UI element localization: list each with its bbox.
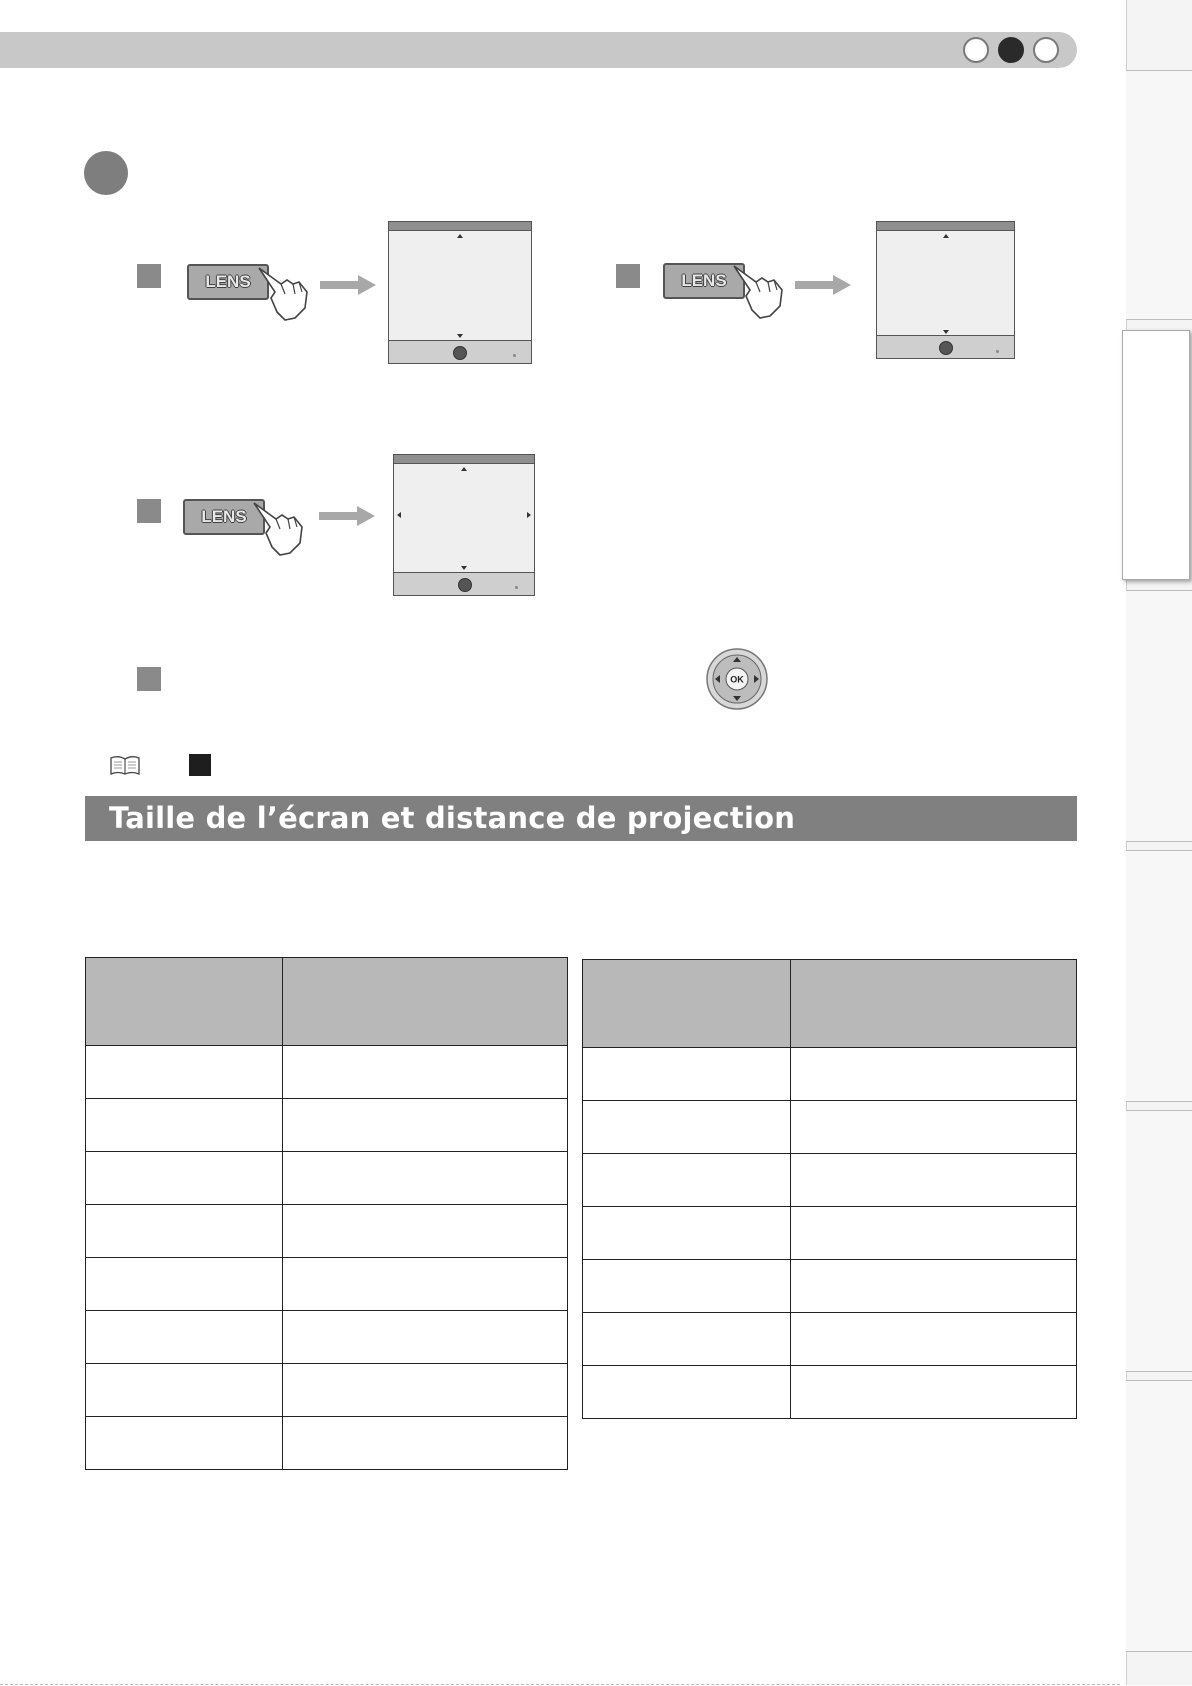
- menu-screen-title-bar: [394, 455, 534, 464]
- pointing-hand-icon: [255, 262, 315, 322]
- table-row: [583, 1260, 1077, 1313]
- table-cell: [86, 1364, 283, 1417]
- table-row: [583, 1313, 1077, 1366]
- table-cell: [583, 1154, 791, 1207]
- right-arrow-icon: [320, 275, 376, 295]
- table-cell: [282, 1417, 567, 1470]
- step-square-2: [616, 264, 640, 288]
- table-row: [583, 1154, 1077, 1207]
- indicator-dot-icon: [513, 354, 516, 357]
- table-cell: [86, 1417, 283, 1470]
- left-arrow-icon: [397, 512, 401, 518]
- down-arrow-icon: [457, 334, 463, 338]
- table-cell: [282, 1099, 567, 1152]
- step-square-3: [137, 499, 161, 523]
- dial-icon: [458, 578, 472, 592]
- table-row: [86, 1311, 568, 1364]
- page-indicator-dot-3: [1033, 37, 1059, 63]
- step-square-1: [137, 264, 161, 288]
- table-cell: [282, 1205, 567, 1258]
- table-cell: [583, 1207, 791, 1260]
- up-arrow-icon: [457, 234, 463, 238]
- section-heading-bar: [85, 796, 1077, 841]
- down-arrow-icon: [943, 330, 949, 334]
- table-row: [86, 1046, 568, 1099]
- table-row: [583, 1048, 1077, 1101]
- menu-screen-title-bar: [877, 222, 1014, 231]
- table-header-cell: [86, 958, 283, 1046]
- step-square-4: [137, 667, 161, 691]
- table-cell: [790, 1260, 1076, 1313]
- indicator-dot-icon: [515, 586, 518, 589]
- table-cell: [583, 1313, 791, 1366]
- pointing-hand-icon: [250, 497, 310, 557]
- header-bar: [0, 32, 1077, 68]
- table-cell: [86, 1046, 283, 1099]
- menu-screen-title-bar: [389, 222, 531, 231]
- table-row: [86, 1417, 568, 1470]
- side-tab-6[interactable]: [1126, 1380, 1192, 1652]
- note-marker-square: [189, 754, 211, 776]
- table-cell: [86, 1258, 283, 1311]
- right-arrow-icon: [527, 512, 531, 518]
- table-cell: [282, 1364, 567, 1417]
- menu-screen-2: [876, 221, 1015, 359]
- table-header-row: [583, 960, 1077, 1048]
- table-row: [583, 1207, 1077, 1260]
- menu-screen-3: [393, 454, 535, 596]
- screen-size-table-left: [85, 957, 568, 1470]
- down-arrow-icon: [461, 566, 467, 570]
- table-row: [583, 1101, 1077, 1154]
- table-row: [583, 1366, 1077, 1419]
- page-indicator-dot-1: [963, 37, 989, 63]
- table-cell: [282, 1258, 567, 1311]
- table-cell: [583, 1101, 791, 1154]
- side-tab-4[interactable]: [1126, 850, 1192, 1102]
- side-tab-3[interactable]: [1126, 590, 1192, 842]
- pointing-hand-icon: [730, 260, 790, 320]
- table-cell: [282, 1046, 567, 1099]
- table-cell: [86, 1152, 283, 1205]
- ok-label: OK: [730, 674, 744, 685]
- right-arrow-icon: [795, 275, 851, 295]
- side-tab-5[interactable]: [1126, 1110, 1192, 1372]
- table-cell: [790, 1154, 1076, 1207]
- lens-button-2[interactable]: LENS: [663, 263, 745, 299]
- table-cell: [583, 1048, 791, 1101]
- dial-icon: [939, 341, 953, 355]
- table-cell: [86, 1205, 283, 1258]
- screen-size-table-right: [582, 959, 1077, 1419]
- table-cell: [282, 1152, 567, 1205]
- table-cell: [583, 1260, 791, 1313]
- table-header-cell: [790, 960, 1076, 1048]
- page-indicator-dot-2: [998, 37, 1024, 63]
- side-tab-1[interactable]: [1126, 70, 1192, 320]
- indicator-dot-icon: [996, 350, 999, 353]
- right-arrow-icon: [319, 506, 375, 526]
- table-cell: [282, 1311, 567, 1364]
- table-row: [86, 1152, 568, 1205]
- section-title: Taille de l’écran et distance de projection: [109, 801, 796, 835]
- step-marker: [84, 151, 128, 195]
- table-header-cell: [282, 958, 567, 1046]
- lens-button[interactable]: LENS: [187, 264, 269, 300]
- table-cell: [86, 1099, 283, 1152]
- table-cell: [86, 1311, 283, 1364]
- table-cell: [790, 1048, 1076, 1101]
- table-row: [86, 1205, 568, 1258]
- table-cell: [790, 1207, 1076, 1260]
- ok-directional-pad-icon[interactable]: [706, 648, 768, 710]
- book-icon: [110, 755, 140, 775]
- table-row: [86, 1258, 568, 1311]
- table-row: [86, 1099, 568, 1152]
- table-header-cell: [583, 960, 791, 1048]
- table-cell: [790, 1313, 1076, 1366]
- table-cell: [583, 1366, 791, 1419]
- table-row: [86, 1364, 568, 1417]
- table-header-row: [86, 958, 568, 1046]
- side-tab-2-active[interactable]: [1122, 330, 1190, 580]
- table-cell: [790, 1366, 1076, 1419]
- up-arrow-icon: [461, 467, 467, 471]
- dial-icon: [453, 346, 467, 360]
- table-cell: [790, 1101, 1076, 1154]
- menu-screen-1: [388, 221, 532, 364]
- up-arrow-icon: [943, 234, 949, 238]
- lens-button-3[interactable]: LENS: [183, 499, 265, 535]
